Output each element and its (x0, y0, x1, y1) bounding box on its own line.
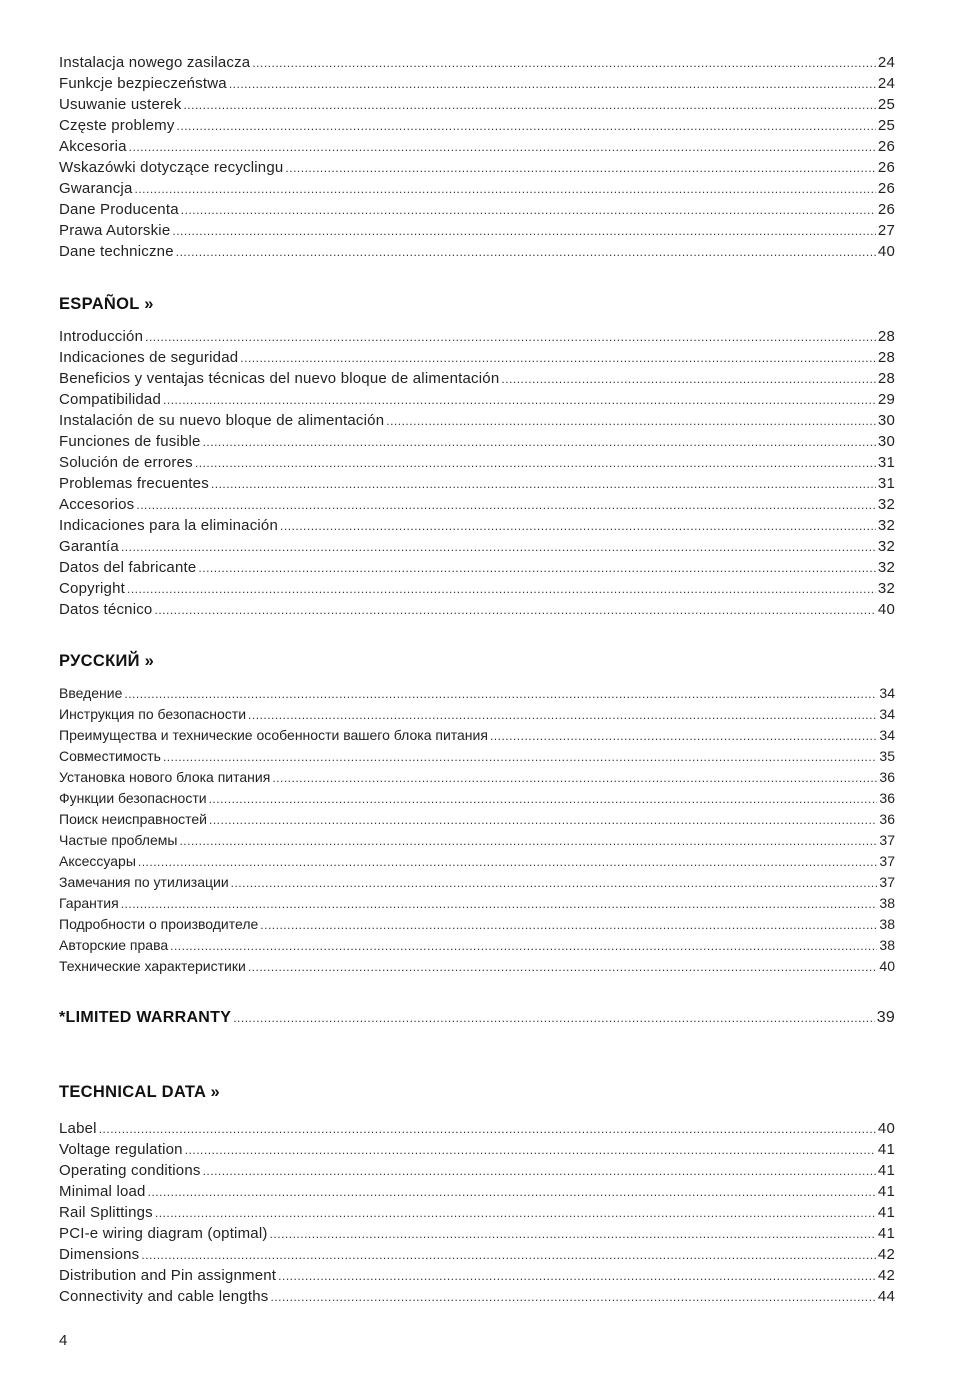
dot-leader (252, 53, 876, 73)
toc-entry[interactable] (59, 788, 895, 809)
toc-entry[interactable] (59, 199, 895, 220)
dot-leader (163, 390, 876, 410)
toc-entry[interactable] (59, 1223, 895, 1244)
toc-entry[interactable] (59, 94, 895, 115)
limited-warranty-entry[interactable] (59, 1007, 895, 1028)
toc-entry-label: Accesorios (59, 496, 135, 513)
toc-entry-label: Gwarancja (59, 180, 133, 197)
dot-leader (285, 158, 875, 178)
toc-entry-page: 37 (879, 832, 895, 848)
toc-entry-page: 40 (879, 958, 895, 974)
dot-leader (138, 852, 878, 872)
toc-entry[interactable] (59, 914, 895, 935)
toc-entry-page: 38 (879, 937, 895, 953)
dot-leader (272, 768, 877, 788)
dot-leader (501, 369, 876, 389)
toc-entry-label: Funciones de fusible (59, 433, 201, 450)
dot-leader (270, 1224, 876, 1244)
dot-leader (136, 495, 876, 515)
toc-entry-label: Гарантия (59, 895, 119, 911)
toc-entry-page: 42 (877, 1246, 895, 1263)
dot-leader (170, 936, 877, 956)
dot-leader (145, 327, 876, 347)
toc-entry-label: Indicaciones de seguridad (59, 349, 239, 366)
toc-entry-label: *LIMITED WARRANTY (59, 1009, 232, 1026)
toc-entry[interactable] (59, 1160, 895, 1181)
toc-entry[interactable] (59, 830, 895, 851)
toc-entry[interactable] (59, 746, 895, 767)
toc-entry-page: 36 (879, 790, 895, 806)
toc-entry-page: 26 (877, 138, 895, 155)
spanish-toc-list (59, 326, 895, 620)
toc-entry-label: Wskazówki dotyczące recyclingu (59, 159, 284, 176)
toc-entry-page: 30 (877, 433, 895, 450)
toc-entry-label: Технические характеристики (59, 958, 246, 974)
toc-entry-label: Rail Splittings (59, 1204, 153, 1221)
dot-leader (195, 453, 876, 473)
toc-entry[interactable] (59, 52, 895, 73)
toc-entry[interactable] (59, 1139, 895, 1160)
dot-leader (278, 1266, 876, 1286)
toc-entry-label: Dimensions (59, 1246, 140, 1263)
dot-leader (99, 1119, 876, 1139)
toc-entry-label: Garantía (59, 538, 119, 555)
toc-entry-label: Функции безопасности (59, 790, 207, 806)
toc-entry[interactable] (59, 1286, 895, 1307)
toc-entry-page: 24 (877, 54, 895, 71)
toc-entry[interactable] (59, 809, 895, 830)
toc-entry-page: 37 (879, 874, 895, 890)
toc-entry-label: Beneficios y ventajas técnicas del nuevo bloque de alimentación (59, 370, 500, 387)
toc-entry-page: 41 (877, 1141, 895, 1158)
toc-entry[interactable] (59, 347, 895, 368)
toc-entry[interactable] (59, 473, 895, 494)
toc-entry-label: Instalación de su nuevo bloque de alimentación (59, 412, 385, 429)
toc-entry-label: Авторские права (59, 937, 169, 953)
toc-entry-label: Инструкция по безопасности (59, 706, 247, 722)
dot-leader (203, 432, 876, 452)
toc-entry[interactable] (59, 704, 895, 725)
dot-leader (231, 873, 878, 893)
toc-entry[interactable] (59, 1244, 895, 1265)
toc-entry-label: Operating conditions (59, 1162, 201, 1179)
toc-entry-page: 40 (877, 243, 895, 260)
toc-entry-label: Usuwanie usterek (59, 96, 182, 113)
toc-entry-page: 32 (877, 496, 895, 513)
toc-entry[interactable] (59, 389, 895, 410)
toc-entry-page: 27 (877, 222, 895, 239)
dot-leader (183, 95, 875, 115)
toc-entry-page: 25 (877, 117, 895, 134)
dot-leader (270, 1287, 875, 1307)
toc-entry-label: Поиск неисправностей (59, 811, 207, 827)
toc-entry-label: Funkcje bezpieczeństwa (59, 75, 227, 92)
toc-entry[interactable] (59, 851, 895, 872)
toc-entry[interactable] (59, 410, 895, 431)
toc-entry-label: Copyright (59, 580, 125, 597)
toc-entry-page: 26 (877, 201, 895, 218)
toc-entry-label: Установка нового блока питания (59, 769, 271, 785)
toc-entry-page: 31 (877, 475, 895, 492)
dot-leader (386, 411, 876, 431)
toc-entry-page: 42 (877, 1267, 895, 1284)
toc-entry-label: Label (59, 1120, 97, 1137)
toc-entry[interactable] (59, 872, 895, 893)
toc-entry-page: 25 (877, 96, 895, 113)
dot-leader (233, 1008, 875, 1028)
dot-leader (248, 705, 877, 725)
dot-leader (148, 1182, 876, 1202)
dot-leader (141, 1245, 876, 1265)
toc-entry-page: 34 (879, 706, 895, 722)
toc-entry-page: 35 (879, 748, 895, 764)
toc-entry-label: Datos técnico (59, 601, 153, 618)
dot-leader (248, 957, 878, 977)
polish-toc-list (59, 52, 895, 262)
toc-entry[interactable] (59, 115, 895, 136)
toc-entry-label: Подробности о производителе (59, 916, 259, 932)
toc-entry-page: 41 (877, 1183, 895, 1200)
toc-entry[interactable] (59, 73, 895, 94)
toc-entry[interactable] (59, 767, 895, 788)
toc-entry[interactable] (59, 599, 895, 620)
toc-entry-page: 30 (877, 412, 895, 429)
russian-toc-list (59, 683, 895, 977)
dot-leader (176, 242, 876, 262)
dot-leader (154, 600, 875, 620)
toc-entry[interactable] (59, 241, 895, 262)
toc-entry-label: Аксессуары (59, 853, 136, 869)
toc-entry-page: 29 (877, 391, 895, 408)
toc-entry-page: 32 (877, 538, 895, 555)
toc-entry-page: 41 (877, 1162, 895, 1179)
toc-entry[interactable] (59, 725, 895, 746)
dot-leader (198, 558, 875, 578)
dot-leader (211, 474, 876, 494)
dot-leader (179, 831, 877, 851)
toc-entry-page: 32 (877, 517, 895, 534)
toc-entry-page: 28 (877, 328, 895, 345)
dot-leader (177, 116, 876, 136)
toc-entry-page: 41 (877, 1204, 895, 1221)
toc-entry[interactable] (59, 452, 895, 473)
dot-leader (260, 915, 877, 935)
dot-leader (280, 516, 876, 536)
dot-leader (129, 137, 876, 157)
toc-entry-page: 31 (877, 454, 895, 471)
technical-data-toc-list (59, 1118, 895, 1307)
toc-entry[interactable] (59, 536, 895, 557)
toc-entry[interactable] (59, 136, 895, 157)
toc-entry[interactable] (59, 557, 895, 578)
toc-entry-label: Indicaciones para la eliminación (59, 517, 279, 534)
dot-leader (155, 1203, 876, 1223)
toc-entry-page: 34 (879, 727, 895, 743)
toc-entry-label: Замечания по утилизации (59, 874, 229, 890)
dot-leader (135, 179, 876, 199)
toc-entry[interactable] (59, 326, 895, 347)
toc-entry-page: 26 (877, 159, 895, 176)
dot-leader (127, 579, 876, 599)
toc-entry-page: 41 (877, 1225, 895, 1242)
toc-entry-page: 38 (879, 895, 895, 911)
toc-entry-label: Voltage regulation (59, 1141, 183, 1158)
toc-entry[interactable] (59, 578, 895, 599)
toc-entry-label: Connectivity and cable lengths (59, 1288, 269, 1305)
toc-entry-page: 44 (877, 1288, 895, 1305)
toc-entry[interactable] (59, 1118, 895, 1139)
toc-entry-label: Distribution and Pin assignment (59, 1267, 277, 1284)
toc-entry-page: 38 (879, 916, 895, 932)
toc-entry[interactable] (59, 893, 895, 914)
toc-entry-label: Datos del fabricante (59, 559, 197, 576)
dot-leader (209, 810, 877, 830)
toc-entry-label: Solución de errores (59, 454, 193, 471)
toc-entry-label: Minimal load (59, 1183, 146, 1200)
spanish-section-heading: ESPAÑOL » (59, 295, 154, 313)
dot-leader (229, 74, 876, 94)
toc-entry[interactable] (59, 1202, 895, 1223)
toc-entry[interactable] (59, 935, 895, 956)
toc-entry-page: 24 (877, 75, 895, 92)
dot-leader (240, 348, 876, 368)
dot-leader (185, 1140, 876, 1160)
toc-entry-label: Введение (59, 685, 123, 701)
toc-entry-page: 28 (877, 370, 895, 387)
toc-entry-label: Частые проблемы (59, 832, 178, 848)
dot-leader (209, 789, 878, 809)
toc-entry-page: 36 (879, 811, 895, 827)
toc-entry-label: Преимущества и технические особенности вашего блока питания (59, 727, 488, 743)
toc-entry-page: 39 (876, 1009, 895, 1026)
toc-entry[interactable] (59, 368, 895, 389)
toc-entry-page: 40 (877, 601, 895, 618)
toc-entry-label: Dane Producenta (59, 201, 179, 218)
toc-entry-label: PCI-e wiring diagram (optimal) (59, 1225, 268, 1242)
toc-entry-page: 28 (877, 349, 895, 366)
toc-entry[interactable] (59, 157, 895, 178)
dot-leader (490, 726, 877, 746)
toc-entry-label: Akcesoria (59, 138, 127, 155)
toc-entry[interactable] (59, 515, 895, 536)
toc-entry[interactable] (59, 956, 895, 977)
toc-entry-label: Dane techniczne (59, 243, 174, 260)
toc-entry[interactable] (59, 178, 895, 199)
dot-leader (121, 537, 876, 557)
toc-entry[interactable] (59, 431, 895, 452)
toc-entry[interactable] (59, 220, 895, 241)
toc-entry[interactable] (59, 683, 895, 704)
russian-section-heading: РУССКИЙ » (59, 652, 155, 670)
toc-entry-page: 37 (879, 853, 895, 869)
toc-entry-page: 32 (877, 580, 895, 597)
toc-entry-label: Problemas frecuentes (59, 475, 209, 492)
dot-leader (203, 1161, 876, 1181)
toc-entry-page: 36 (879, 769, 895, 785)
page-number: 4 (59, 1332, 68, 1349)
dot-leader (163, 747, 877, 767)
technical-data-section-heading: TECHNICAL DATA » (59, 1083, 220, 1101)
toc-entry-label: Совместимость (59, 748, 161, 764)
toc-entry[interactable] (59, 1181, 895, 1202)
dot-leader (181, 200, 876, 220)
table-of-contents (59, 52, 895, 1307)
dot-leader (124, 684, 877, 704)
toc-entry-page: 40 (877, 1120, 895, 1137)
dot-leader (121, 894, 878, 914)
toc-entry[interactable] (59, 494, 895, 515)
toc-entry[interactable] (59, 1265, 895, 1286)
toc-entry-label: Instalacja nowego zasilacza (59, 54, 251, 71)
toc-entry-page: 32 (877, 559, 895, 576)
dot-leader (172, 221, 876, 241)
toc-entry-label: Częste problemy (59, 117, 175, 134)
toc-entry-label: Introducción (59, 328, 144, 345)
toc-entry-page: 34 (879, 685, 895, 701)
toc-entry-page: 26 (877, 180, 895, 197)
toc-entry-label: Prawa Autorskie (59, 222, 171, 239)
toc-entry-label: Compatibilidad (59, 391, 162, 408)
